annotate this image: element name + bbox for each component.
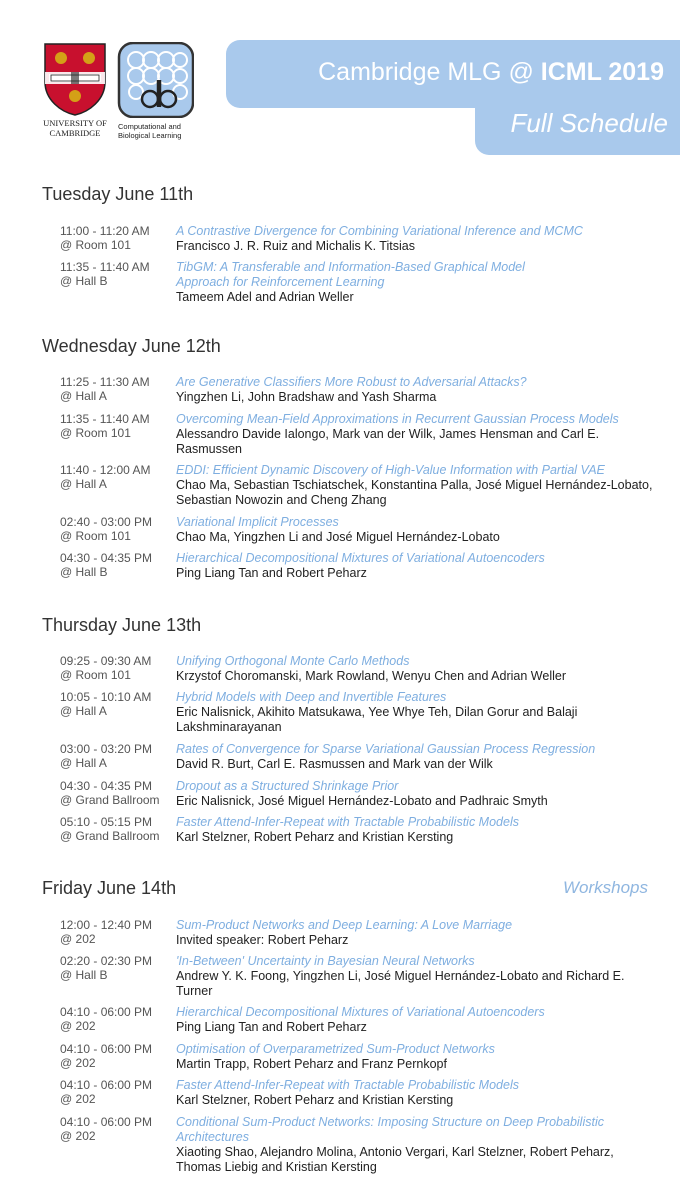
header-banner: [226, 40, 680, 108]
entry-authors: Karl Stelzner, Robert Peharz and Kristian Kersting: [176, 830, 454, 844]
entry-room: @ Hall A: [60, 389, 107, 403]
entry-title: Are Generative Classifiers More Robust to Adversarial Attacks?: [176, 375, 527, 389]
entry-time: 04:10 - 06:00 PM: [60, 1078, 153, 1092]
cbl-text-line1: Computational and: [118, 122, 181, 131]
entry-room: @ Hall A: [60, 704, 107, 718]
entry-title: Conditional Sum-Product Networks: Imposing Structure on Deep Probabilistic Architectures: [176, 1115, 604, 1144]
entry-title: A Contrastive Divergence for Combining Variational Inference and MCMC: [176, 224, 583, 238]
entry-room: @ Hall B: [60, 968, 108, 982]
day-title-tuesday: Tuesday June 11th: [42, 184, 194, 204]
entry-time: 04:10 - 06:00 PM: [60, 1005, 153, 1019]
cambridge-logo: [40, 42, 110, 142]
entry-time: 02:40 - 03:00 PM: [60, 515, 153, 529]
entry-room: @ Room 101: [60, 529, 131, 543]
entry-time: 02:20 - 02:30 PM: [60, 954, 153, 968]
entry-room: @ Hall B: [60, 274, 108, 288]
entry-room: @ Room 101: [60, 668, 131, 682]
entry-authors: Ping Liang Tan and Robert Peharz: [176, 1020, 367, 1034]
entry-authors: Eric Nalisnick, Akihito Matsukawa, Yee Whye Teh, Dilan Gorur and Balaji Lakshminarayanan: [176, 705, 578, 734]
entry-authors: Alessandro Davide Ialongo, Mark van der Wilk, James Hensman and Carl E. Rasmussen: [176, 427, 600, 456]
entry-room: @ Hall A: [60, 477, 107, 491]
entry-time: 04:30 - 04:35 PM: [60, 551, 153, 565]
entry-authors: David R. Burt, Carl E. Rasmussen and Mark van der Wilk: [176, 757, 493, 771]
entry-title: Dropout as a Structured Shrinkage Prior: [176, 779, 399, 793]
entry-time: 04:30 - 04:35 PM: [60, 779, 153, 793]
entry-authors: Martin Trapp, Robert Peharz and Franz Pernkopf: [176, 1057, 447, 1071]
entry-authors: Yingzhen Li, John Bradshaw and Yash Sharma: [176, 390, 437, 404]
entry-time: 11:35 - 11:40 AM: [60, 260, 150, 274]
day-title-wednesday: Wednesday June 12th: [42, 336, 221, 356]
entry-title: Rates of Convergence for Sparse Variational Gaussian Process Regression: [176, 742, 596, 756]
page-title: [318, 58, 664, 87]
entry-authors: Krzystof Choromanski, Mark Rowland, Wenyu Chen and Adrian Weller: [176, 669, 566, 683]
entry-title: Faster Attend-Infer-Repeat with Tractable Probabilistic Models: [176, 815, 519, 829]
day-title-thursday: Thursday June 13th: [42, 615, 202, 635]
entry-title: Hybrid Models with Deep and Invertible Features: [176, 690, 447, 704]
entry-authors: Eric Nalisnick, José Miguel Hernández-Lobato and Padhraic Smyth: [176, 794, 548, 808]
cambridge-text-line2: CAMBRIDGE: [49, 128, 101, 138]
entry-time: 04:10 - 06:00 PM: [60, 1115, 153, 1129]
title-prefix: Cambridge MLG @: [318, 58, 541, 86]
day-title-friday: Friday June 14th: [42, 878, 177, 898]
entry-time: 10:05 - 10:10 AM: [60, 690, 152, 704]
entry-time: 09:25 - 09:30 AM: [60, 654, 152, 668]
entry-authors: Karl Stelzner, Robert Peharz and Kristian Kersting: [176, 1093, 454, 1107]
entry-time: 04:10 - 06:00 PM: [60, 1042, 153, 1056]
entry-time: 11:35 - 11:40 AM: [60, 412, 150, 426]
entry-room: @ 202: [60, 932, 96, 946]
entry-room: @ Room 101: [60, 238, 131, 252]
entry-title: Sum-Product Networks and Deep Learning: A Love Marriage: [176, 918, 513, 932]
entry-time: 11:00 - 11:20 AM: [60, 224, 150, 238]
entry-title: Hierarchical Decompositional Mixtures of Variational Autoencoders: [176, 551, 545, 565]
entry-title: Faster Attend-Infer-Repeat with Tractable Probabilistic Models: [176, 1078, 519, 1092]
entry-title: TibGM: A Transferable and Information-Based Graphical Model Approach for Reinforcement Learning: [176, 260, 525, 289]
page-subtitle: Full Schedule: [510, 108, 668, 138]
entry-authors: Francisco J. R. Ruiz and Michalis K. Titsias: [176, 239, 415, 253]
entry-room: @ Grand Ballroom: [60, 793, 160, 807]
entry-room: @ 202: [60, 1019, 96, 1033]
entry-room: @ Hall A: [60, 756, 107, 770]
cambridge-text-line1: UNIVERSITY OF: [43, 118, 107, 128]
entry-room: @ 202: [60, 1129, 96, 1143]
cbl-text-line2: Biological Learning: [118, 131, 182, 140]
cbl-logo: [116, 42, 196, 142]
entry-time: 05:10 - 05:15 PM: [60, 815, 153, 829]
entry-room: @ 202: [60, 1056, 96, 1070]
entry-authors: Xiaoting Shao, Alejandro Molina, Antonio Vergari, Karl Stelzner, Robert Peharz, Thomas Liebig and Kristian Kersting: [176, 1145, 614, 1174]
subtitle-box: [475, 108, 680, 155]
entry-title: 'In-Between' Uncertainty in Bayesian Neural Networks: [176, 954, 475, 968]
entry-room: @ Hall B: [60, 565, 108, 579]
cbl-logo-icon: [116, 42, 194, 118]
entry-title: Unifying Orthogonal Monte Carlo Methods: [176, 654, 410, 668]
entry-title: Overcoming Mean-Field Approximations in Recurrent Gaussian Process Models: [176, 412, 619, 426]
entry-room: @ Grand Ballroom: [60, 829, 160, 843]
entry-title: Optimisation of Overparametrized Sum-Product Networks: [176, 1042, 495, 1056]
entry-room: @ Room 101: [60, 426, 131, 440]
entry-title: Hierarchical Decompositional Mixtures of Variational Autoencoders: [176, 1005, 545, 1019]
entry-authors: Invited speaker: Robert Peharz: [176, 933, 349, 947]
entry-room: @ 202: [60, 1092, 96, 1106]
entry-time: 11:25 - 11:30 AM: [60, 375, 150, 389]
entry-authors: Ping Liang Tan and Robert Peharz: [176, 566, 367, 580]
entry-authors: Tameem Adel and Adrian Weller: [176, 290, 354, 304]
cambridge-crest-icon: [43, 42, 107, 116]
entry-time: 12:00 - 12:40 PM: [60, 918, 153, 932]
workshops-tag: Workshops: [562, 878, 648, 897]
entry-title: EDDI: Efficient Dynamic Discovery of High-Value Information with Partial VAE: [176, 463, 605, 477]
entry-authors: Chao Ma, Yingzhen Li and José Miguel Hernández-Lobato: [176, 530, 500, 544]
entry-title: Variational Implicit Processes: [176, 515, 339, 529]
entry-authors: Chao Ma, Sebastian Tschiatschek, Konstantina Palla, José Miguel Hernández-Lobato, Sebastian Nowozin and Cheng Zhang: [176, 478, 653, 507]
entry-time: 11:40 - 12:00 AM: [60, 463, 151, 477]
title-bold: ICML 2019: [540, 58, 664, 86]
entry-time: 03:00 - 03:20 PM: [60, 742, 153, 756]
entry-authors: Andrew Y. K. Foong, Yingzhen Li, José Miguel Hernández-Lobato and Richard E. Turner: [176, 969, 625, 998]
